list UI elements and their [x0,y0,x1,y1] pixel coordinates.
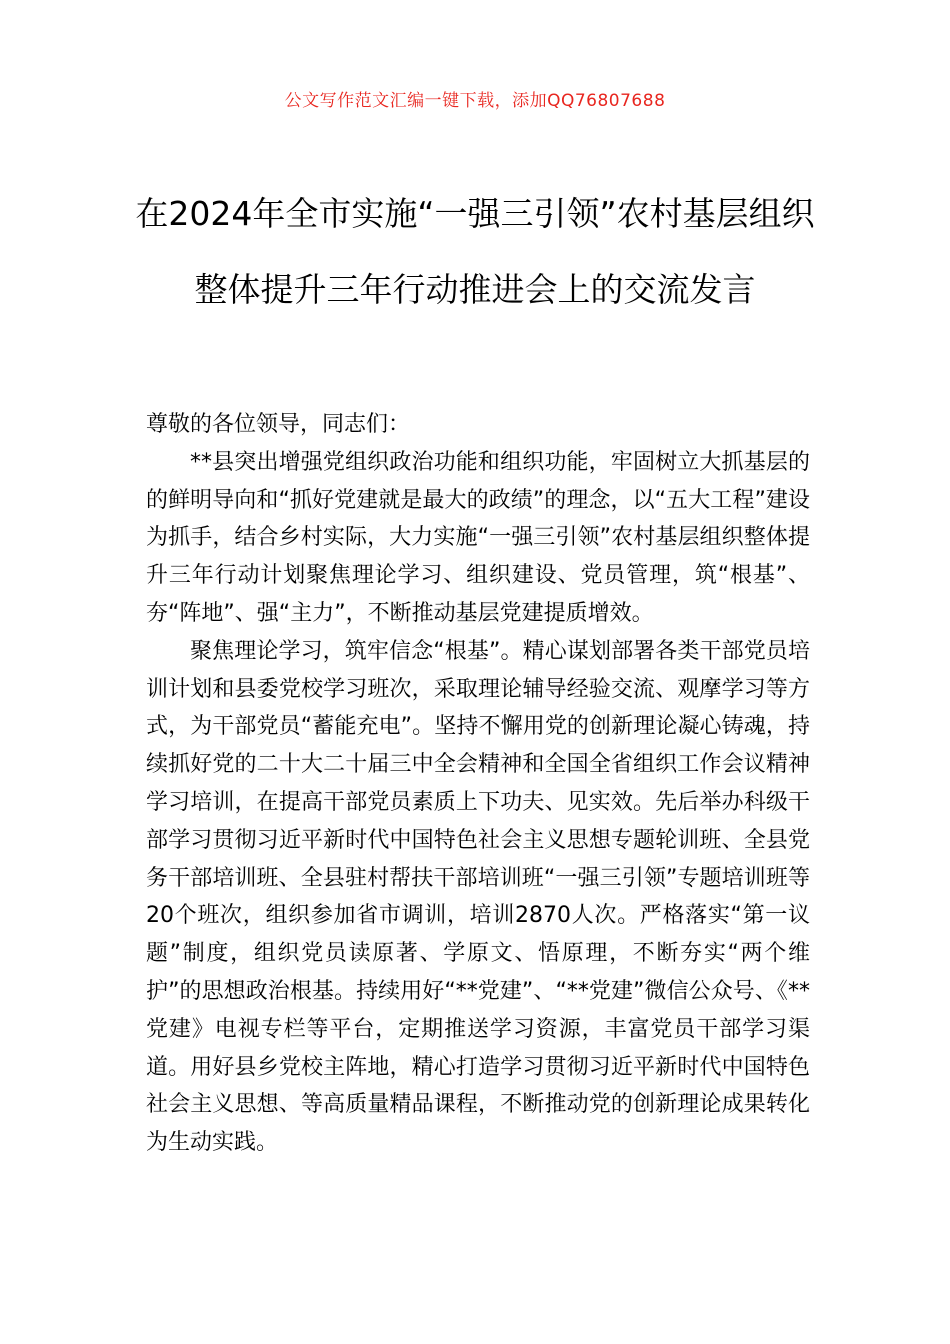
document-body [146,406,810,1162]
salutation: 尊敬的各位领导，同志们： [146,412,411,437]
document-title: 在2024年全市实施“一强三引领”农村基层组织整体提升三年行动推进会上的交流发言 [135,194,815,309]
paragraph-intro: **县突出增强党组织政治功能和组织功能，牢固树立大抓基层的的鲜明导向和“抓好党建就是最大的政绩”的理念，以“五大工程”建设为抓手，结合乡村实际，大力实施“一强三引领”农村基层组织整体提升三年行动计划聚焦理论学习、组织建设、党员管理，筑“根基”、夯“阵地”、强“主力”，不断推动基层党建提质增效。 [146,449,810,626]
paragraph-theory-study: 聚焦理论学习，筑牢信念“根基”。精心谋划部署各类干部党员培训计划和县委党校学习班次，采取理论辅导经验交流、观摩学习等方式，为干部党员“蓄能充电”。坚持不懈用党的创新理论凝心铸魂，持续抓好党的二十大二十届三中全会精神和全国全省组织工作会议精神学习培训，在提高干部党员素质上下功夫、见实效。先后举办科级干部学习贯彻习近平新时代中国特色社会主义思想专题轮训班、全县党务干部培训班、全县驻村帮扶干部培训班“一强三引领”专题培训班等20个班次，组织参加省市调训，培训2870人次。严格落实“第一议题”制度，组织党员读原著、学原文、悟原理，不断夯实“两个维护”的思想政治根基。持续用好“**党建”、“**党建”微信公众号、《**党建》电视专栏等平台，定期推送学习资源，丰富党员干部学习渠道。用好县乡党校主阵地，精心打造学习贯彻习近平新时代中国特色社会主义思想、等高质量精品课程，不断推动党的创新理论成果转化为生动实践。 [146,638,810,1156]
promo-line: 公文写作范文汇编一键下载，添加QQ76807688 [284,91,666,111]
